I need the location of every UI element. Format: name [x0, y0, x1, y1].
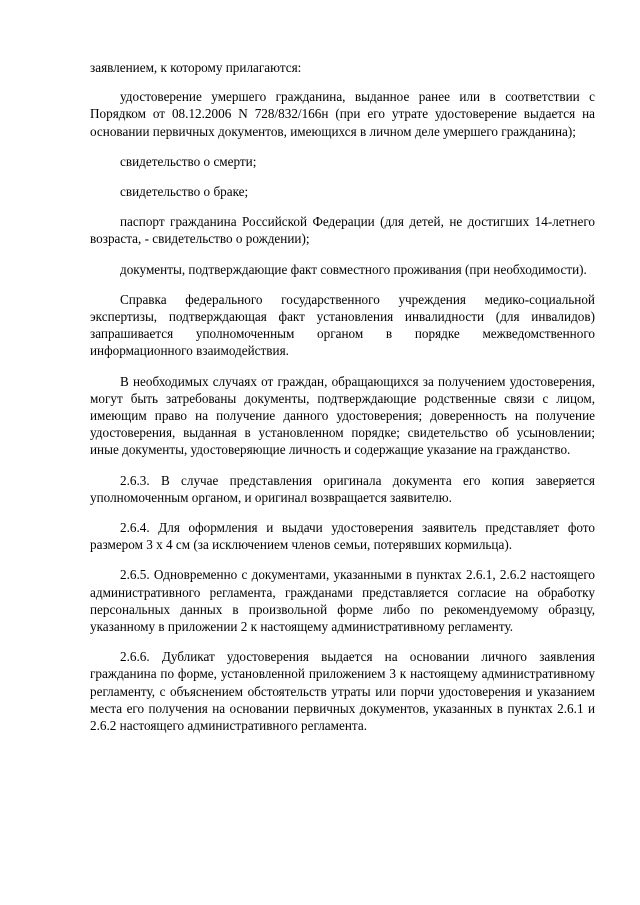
- paragraph-item-passport: паспорт гражданина Российской Федерации (для детей, не достигших 14-летнего возраста, - свидетельство о рождении);: [90, 214, 595, 247]
- paragraph-2-6-3: 2.6.3. В случае представления оригинала документа его копия заверяется уполномоченным органом, и оригинал возвращается заявителю.: [90, 472, 595, 505]
- paragraph-item-deceased-certificate: удостоверение умершего гражданина, выданное ранее или в соответствии с Порядком от 08.12.2006 N 728/832/166н (при его утрате удостоверение выдается на основании первичных документов, имеющихся в личном деле умершего гражданина);: [90, 89, 595, 139]
- paragraph-2-6-5: 2.6.5. Одновременно с документами, указанными в пунктах 2.6.1, 2.6.2 настоящего административного регламента, гражданами представляется согласие на обработку персональных данных в произвольной форме либо по рекомендуемому образцу, указанному в приложении 2 к настоящему административному регламенту.: [90, 567, 595, 635]
- paragraph-additional-docs: В необходимых случаях от граждан, обращающихся за получением удостоверения, могут быть затребованы документы, подтверждающие родственные связи с лицом, имеющим право на получение данного удостоверения; доверенность на получение удостоверения, выданная в установленном порядке; свидетельство об усыновлении; иные документы, удостоверяющие личность и содержащие указание на гражданство.: [90, 373, 595, 458]
- paragraph-intro: заявлением, к которому прилагаются:: [90, 60, 302, 75]
- paragraph-disability-certificate: Справка федерального государственного учреждения медико-социальной экспертизы, подтверждающая факт установления инвалидности (для инвалидов) запрашивается уполномоченным органом в порядке межведомственного информационного взаимодействия.: [90, 291, 595, 359]
- paragraph-item-death-certificate: свидетельство о смерти;: [120, 153, 257, 169]
- paragraph-item-marriage-certificate: свидетельство о браке;: [120, 184, 249, 200]
- document-page: [90, 59, 595, 747]
- paragraph-item-cohabitation-docs: документы, подтверждающие факт совместного проживания (при необходимости).: [120, 261, 587, 277]
- paragraph-2-6-4: 2.6.4. Для оформления и выдачи удостоверения заявитель представляет фото размером 3 х 4 см (за исключением членов семьи, потерявших кормильца).: [90, 520, 595, 553]
- paragraph-2-6-6: 2.6.6. Дубликат удостоверения выдается на основании личного заявления гражданина по форме, установленной приложением 3 к настоящему административному регламенту, с объяснением обстоятельств утраты или порчи удостоверения и указанием места его получения на основании первичных документов, указанных в пунктах 2.6.1 и 2.6.2 настоящего административного регламента.: [90, 649, 595, 734]
